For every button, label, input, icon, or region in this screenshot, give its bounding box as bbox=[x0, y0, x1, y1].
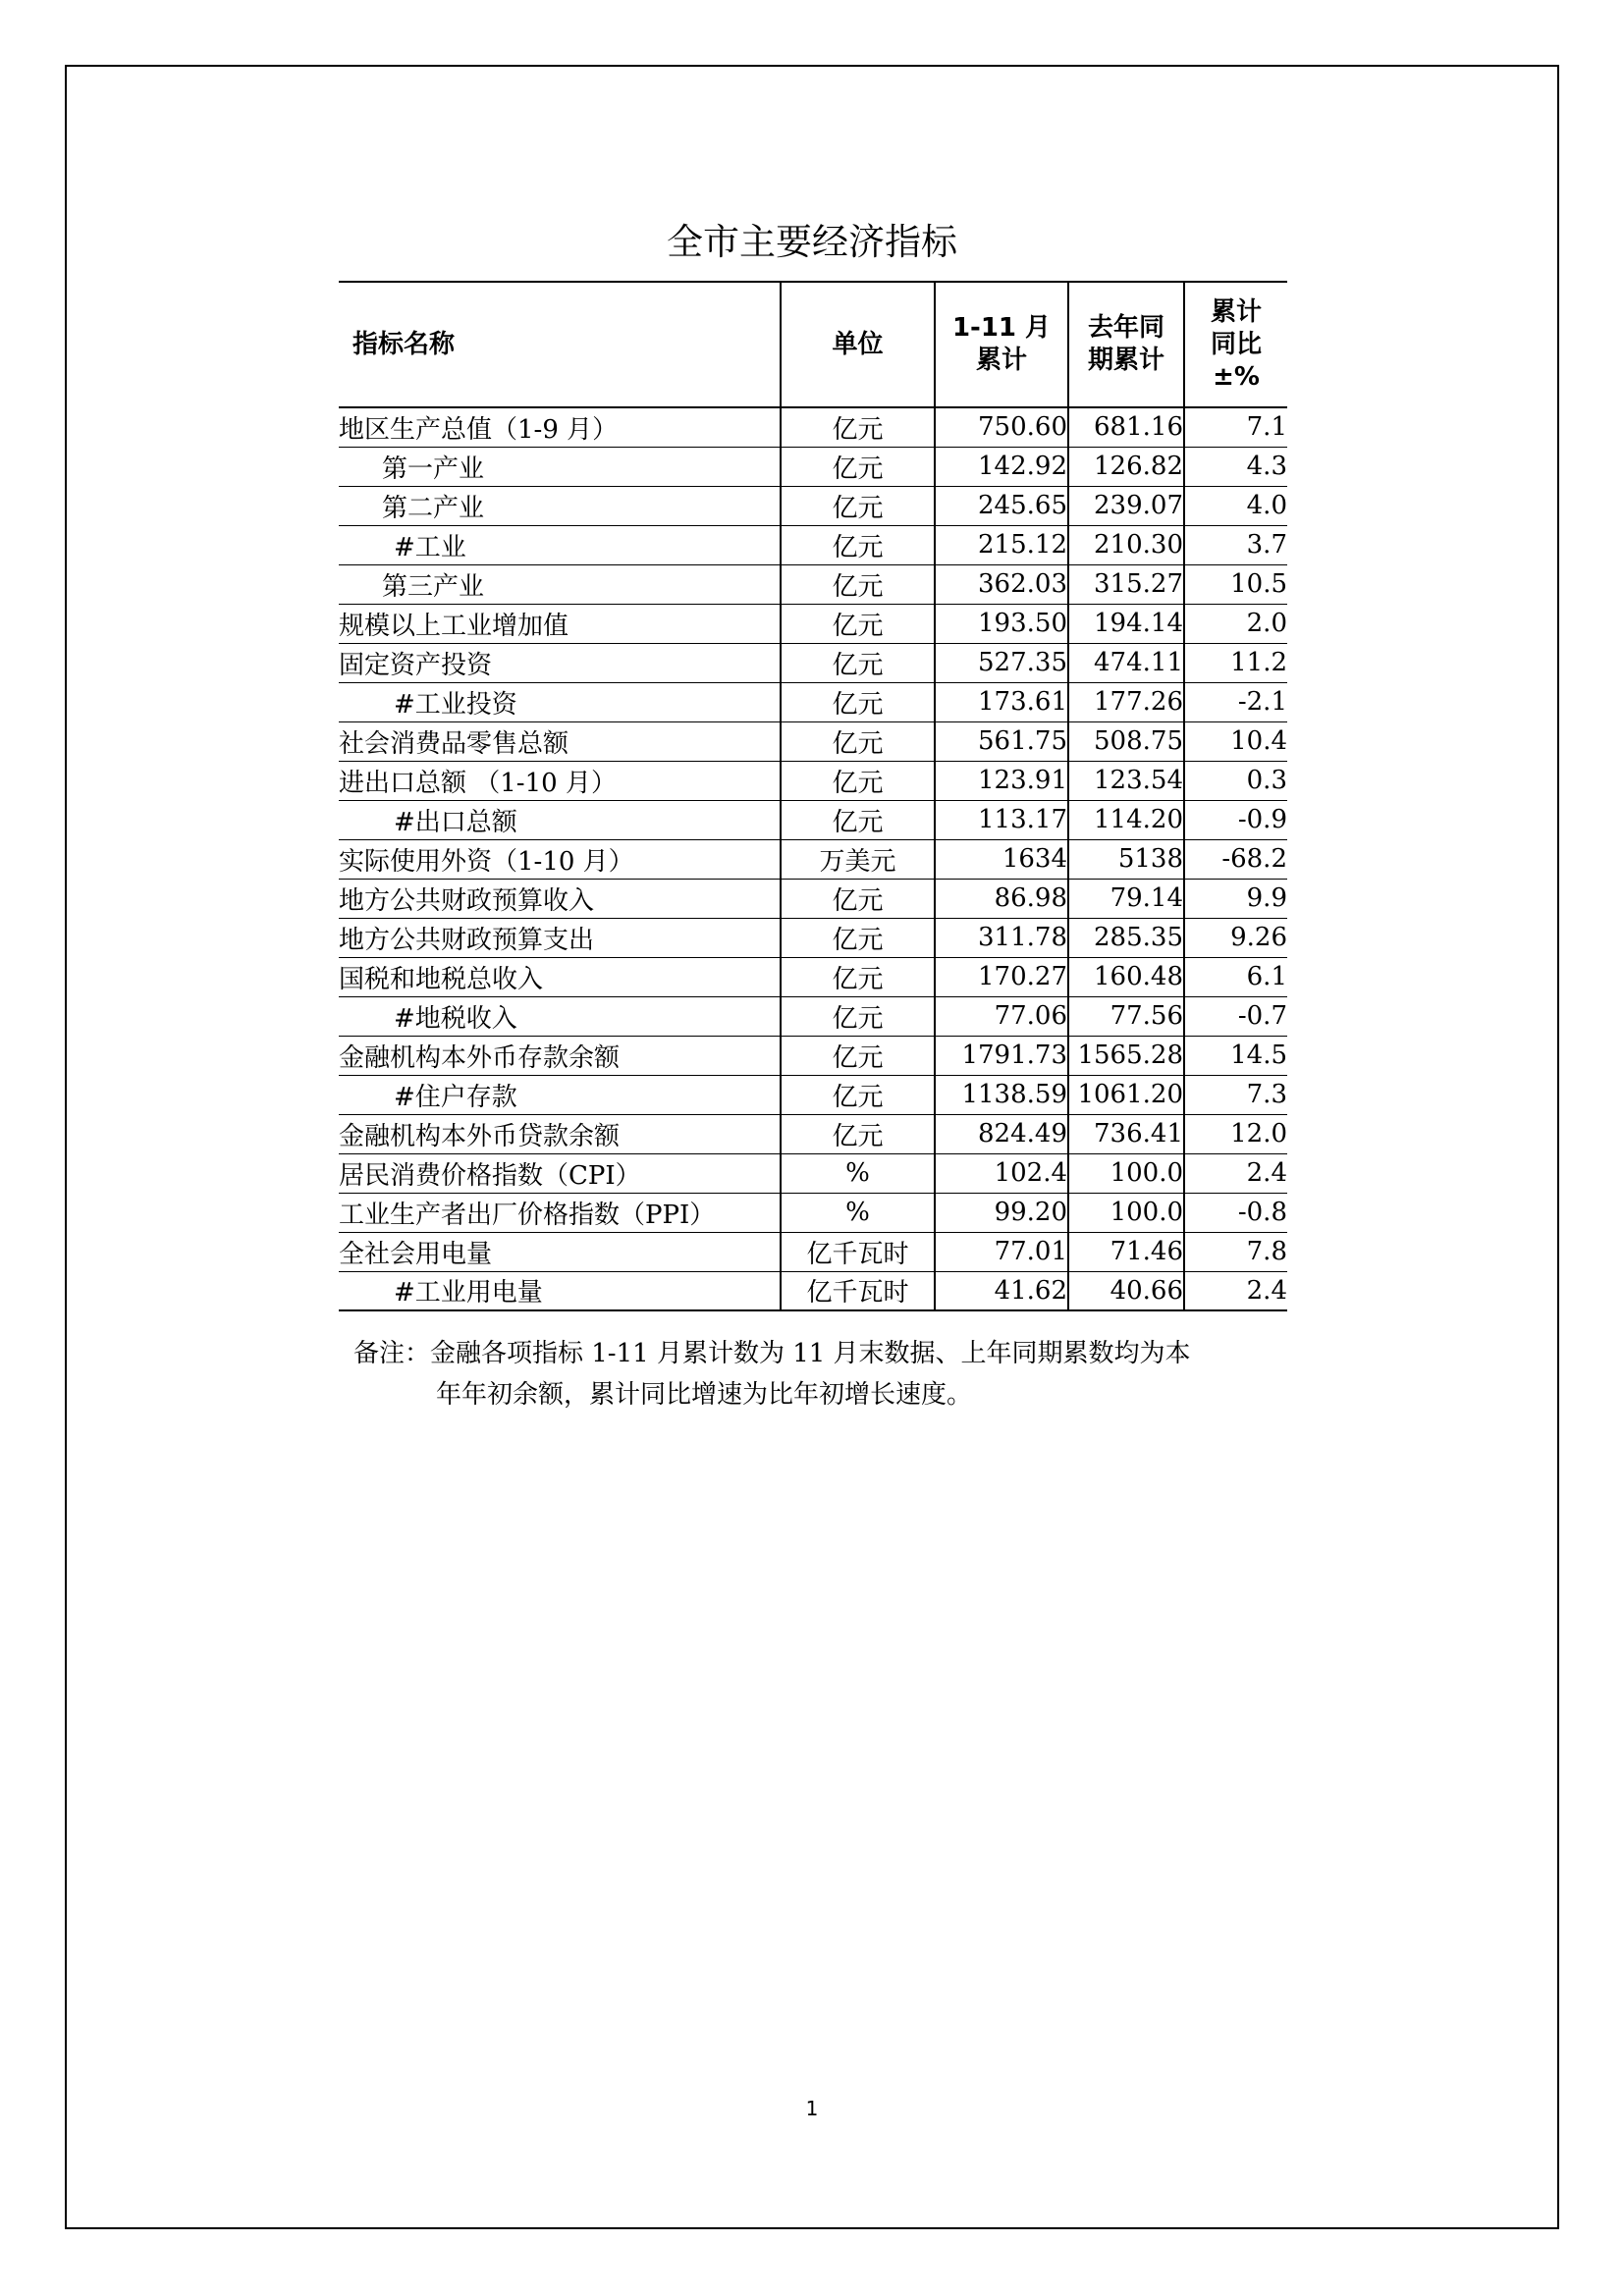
name-cell: 国税和地税总收入 bbox=[339, 957, 781, 996]
table-row bbox=[339, 1193, 1287, 1232]
previous-value-cell: 100.0 bbox=[1068, 1153, 1184, 1193]
previous-value-cell: 681.16 bbox=[1068, 407, 1184, 447]
yoy-change-cell: 7.1 bbox=[1184, 407, 1287, 447]
unit-cell: 亿元 bbox=[781, 996, 935, 1036]
header-yoy-line-3: ±% bbox=[1213, 361, 1260, 392]
unit-cell: 亿元 bbox=[781, 1075, 935, 1114]
name-cell: 第三产业 bbox=[339, 564, 781, 604]
unit-cell: 万美元 bbox=[781, 839, 935, 879]
previous-value-cell: 71.46 bbox=[1068, 1232, 1184, 1271]
unit-cell: 亿元 bbox=[781, 918, 935, 957]
unit-cell: 亿元 bbox=[781, 957, 935, 996]
header-unit: 单位 bbox=[781, 282, 935, 407]
yoy-change-cell: -2.1 bbox=[1184, 682, 1287, 721]
header-current-line-1: 1-11 月 bbox=[951, 313, 1052, 343]
yoy-change-cell: 11.2 bbox=[1184, 643, 1287, 682]
previous-value-cell: 474.11 bbox=[1068, 643, 1184, 682]
current-value-cell: 102.4 bbox=[935, 1153, 1068, 1193]
name-cell: 实际使用外资（1-10 月） bbox=[339, 839, 781, 879]
page-title: 全市主要经济指标 bbox=[667, 221, 957, 263]
current-value-cell: 170.27 bbox=[935, 957, 1068, 996]
current-value-cell: 1138.59 bbox=[935, 1075, 1068, 1114]
current-value-cell: 245.65 bbox=[935, 486, 1068, 525]
previous-value-cell: 210.30 bbox=[1068, 525, 1184, 564]
table-row bbox=[339, 918, 1287, 957]
name-cell: #工业用电量 bbox=[339, 1271, 781, 1310]
header-indicator-name: 指标名称 bbox=[339, 282, 781, 407]
name-cell: 第一产业 bbox=[339, 447, 781, 486]
unit-cell: 亿元 bbox=[781, 525, 935, 564]
yoy-change-cell: 2.0 bbox=[1184, 604, 1287, 643]
yoy-change-cell: 9.9 bbox=[1184, 879, 1287, 918]
name-cell: #工业 bbox=[339, 525, 781, 564]
table-row bbox=[339, 839, 1287, 879]
previous-value-cell: 126.82 bbox=[1068, 447, 1184, 486]
yoy-change-cell: 2.4 bbox=[1184, 1271, 1287, 1310]
header-previous-line-1: 去年同 bbox=[1087, 313, 1164, 343]
name-cell: 金融机构本外币贷款余额 bbox=[339, 1114, 781, 1153]
table-row bbox=[339, 761, 1287, 800]
header-previous-line-2: 期累计 bbox=[1087, 346, 1164, 375]
unit-cell: 亿元 bbox=[781, 447, 935, 486]
previous-value-cell: 100.0 bbox=[1068, 1193, 1184, 1232]
unit-cell: 亿元 bbox=[781, 800, 935, 839]
current-value-cell: 824.49 bbox=[935, 1114, 1068, 1153]
unit-cell: 亿元 bbox=[781, 564, 935, 604]
current-value-cell: 123.91 bbox=[935, 761, 1068, 800]
header-current-cumulative bbox=[935, 282, 1068, 407]
yoy-change-cell: 10.5 bbox=[1184, 564, 1287, 604]
yoy-change-cell: 4.3 bbox=[1184, 447, 1287, 486]
previous-value-cell: 1061.20 bbox=[1068, 1075, 1184, 1114]
header-yoy-line-2: 同比 bbox=[1210, 329, 1262, 359]
current-value-cell: 561.75 bbox=[935, 721, 1068, 761]
name-cell: 全社会用电量 bbox=[339, 1232, 781, 1271]
current-value-cell: 215.12 bbox=[935, 525, 1068, 564]
unit-cell: % bbox=[781, 1153, 935, 1193]
unit-cell: 亿元 bbox=[781, 1036, 935, 1075]
current-value-cell: 1634 bbox=[935, 839, 1068, 879]
table-row bbox=[339, 525, 1287, 564]
name-cell: #地税收入 bbox=[339, 996, 781, 1036]
current-value-cell: 527.35 bbox=[935, 643, 1068, 682]
footnote-line-1: 备注：金融各项指标 1-11 月累计数为 11 月末数据、上年同期累数均为本 bbox=[353, 1339, 1191, 1368]
unit-cell: 亿元 bbox=[781, 682, 935, 721]
table-row bbox=[339, 721, 1287, 761]
yoy-change-cell: 3.7 bbox=[1184, 525, 1287, 564]
previous-value-cell: 160.48 bbox=[1068, 957, 1184, 996]
yoy-change-cell: -68.2 bbox=[1184, 839, 1287, 879]
table-row bbox=[339, 1153, 1287, 1193]
indicator-table bbox=[339, 281, 1287, 1311]
current-value-cell: 1791.73 bbox=[935, 1036, 1068, 1075]
previous-value-cell: 315.27 bbox=[1068, 564, 1184, 604]
table-row bbox=[339, 407, 1287, 447]
unit-cell: % bbox=[781, 1193, 935, 1232]
previous-value-cell: 123.54 bbox=[1068, 761, 1184, 800]
table-row bbox=[339, 486, 1287, 525]
table-row bbox=[339, 604, 1287, 643]
current-value-cell: 362.03 bbox=[935, 564, 1068, 604]
table-row bbox=[339, 1036, 1287, 1075]
current-value-cell: 99.20 bbox=[935, 1193, 1068, 1232]
current-value-cell: 750.60 bbox=[935, 407, 1068, 447]
name-cell: #出口总额 bbox=[339, 800, 781, 839]
footnote-line-2: 年年初余额，累计同比增速为比年初增长速度。 bbox=[436, 1380, 973, 1410]
table-row bbox=[339, 996, 1287, 1036]
current-value-cell: 113.17 bbox=[935, 800, 1068, 839]
name-cell: 规模以上工业增加值 bbox=[339, 604, 781, 643]
table-row bbox=[339, 1114, 1287, 1153]
unit-cell: 亿元 bbox=[781, 486, 935, 525]
name-cell: 进出口总额 （1-10 月） bbox=[339, 761, 781, 800]
current-value-cell: 193.50 bbox=[935, 604, 1068, 643]
name-cell: 第二产业 bbox=[339, 486, 781, 525]
name-cell: 地方公共财政预算支出 bbox=[339, 918, 781, 957]
unit-cell: 亿千瓦时 bbox=[781, 1232, 935, 1271]
table-row bbox=[339, 957, 1287, 996]
current-value-cell: 142.92 bbox=[935, 447, 1068, 486]
previous-value-cell: 239.07 bbox=[1068, 486, 1184, 525]
yoy-change-cell: -0.7 bbox=[1184, 996, 1287, 1036]
name-cell: 工业生产者出厂价格指数（PPI） bbox=[339, 1193, 781, 1232]
header-current-line-2: 累计 bbox=[975, 346, 1027, 375]
current-value-cell: 41.62 bbox=[935, 1271, 1068, 1310]
previous-value-cell: 736.41 bbox=[1068, 1114, 1184, 1153]
current-value-cell: 86.98 bbox=[935, 879, 1068, 918]
table-row bbox=[339, 564, 1287, 604]
unit-cell: 亿元 bbox=[781, 643, 935, 682]
unit-cell: 亿元 bbox=[781, 1114, 935, 1153]
unit-cell: 亿元 bbox=[781, 761, 935, 800]
table-row bbox=[339, 1075, 1287, 1114]
previous-value-cell: 508.75 bbox=[1068, 721, 1184, 761]
previous-value-cell: 40.66 bbox=[1068, 1271, 1184, 1310]
yoy-change-cell: 7.3 bbox=[1184, 1075, 1287, 1114]
table-row bbox=[339, 682, 1287, 721]
unit-cell: 亿元 bbox=[781, 604, 935, 643]
previous-value-cell: 177.26 bbox=[1068, 682, 1184, 721]
unit-cell: 亿元 bbox=[781, 721, 935, 761]
table-row bbox=[339, 643, 1287, 682]
yoy-change-cell: 9.26 bbox=[1184, 918, 1287, 957]
name-cell: 社会消费品零售总额 bbox=[339, 721, 781, 761]
current-value-cell: 173.61 bbox=[935, 682, 1068, 721]
unit-cell: 亿千瓦时 bbox=[781, 1271, 935, 1310]
table-body bbox=[339, 407, 1287, 1310]
yoy-change-cell: 14.5 bbox=[1184, 1036, 1287, 1075]
name-cell: 固定资产投资 bbox=[339, 643, 781, 682]
previous-value-cell: 285.35 bbox=[1068, 918, 1184, 957]
unit-cell: 亿元 bbox=[781, 879, 935, 918]
page-number: 1 bbox=[805, 2097, 819, 2120]
previous-value-cell: 79.14 bbox=[1068, 879, 1184, 918]
yoy-change-cell: -0.9 bbox=[1184, 800, 1287, 839]
unit-cell: 亿元 bbox=[781, 407, 935, 447]
name-cell: 地区生产总值（1-9 月） bbox=[339, 407, 781, 447]
footnote bbox=[353, 1333, 1288, 1415]
current-value-cell: 77.01 bbox=[935, 1232, 1068, 1271]
yoy-change-cell: -0.8 bbox=[1184, 1193, 1287, 1232]
yoy-change-cell: 7.8 bbox=[1184, 1232, 1287, 1271]
previous-value-cell: 5138 bbox=[1068, 839, 1184, 879]
previous-value-cell: 1565.28 bbox=[1068, 1036, 1184, 1075]
header-yoy-line-1: 累计 bbox=[1210, 296, 1262, 327]
yoy-change-cell: 12.0 bbox=[1184, 1114, 1287, 1153]
table-row bbox=[339, 1271, 1287, 1310]
table-row bbox=[339, 1232, 1287, 1271]
yoy-change-cell: 0.3 bbox=[1184, 761, 1287, 800]
table-header-row bbox=[339, 282, 1287, 407]
yoy-change-cell: 10.4 bbox=[1184, 721, 1287, 761]
name-cell: 金融机构本外币存款余额 bbox=[339, 1036, 781, 1075]
previous-value-cell: 194.14 bbox=[1068, 604, 1184, 643]
header-yoy-change bbox=[1184, 282, 1287, 407]
name-cell: 地方公共财政预算收入 bbox=[339, 879, 781, 918]
name-cell: #工业投资 bbox=[339, 682, 781, 721]
header-previous-cumulative bbox=[1068, 282, 1184, 407]
yoy-change-cell: 4.0 bbox=[1184, 486, 1287, 525]
name-cell: #住户存款 bbox=[339, 1075, 781, 1114]
previous-value-cell: 114.20 bbox=[1068, 800, 1184, 839]
current-value-cell: 77.06 bbox=[935, 996, 1068, 1036]
yoy-change-cell: 6.1 bbox=[1184, 957, 1287, 996]
table-row bbox=[339, 879, 1287, 918]
table-row bbox=[339, 800, 1287, 839]
name-cell: 居民消费价格指数（CPI） bbox=[339, 1153, 781, 1193]
table-row bbox=[339, 447, 1287, 486]
previous-value-cell: 77.56 bbox=[1068, 996, 1184, 1036]
yoy-change-cell: 2.4 bbox=[1184, 1153, 1287, 1193]
current-value-cell: 311.78 bbox=[935, 918, 1068, 957]
